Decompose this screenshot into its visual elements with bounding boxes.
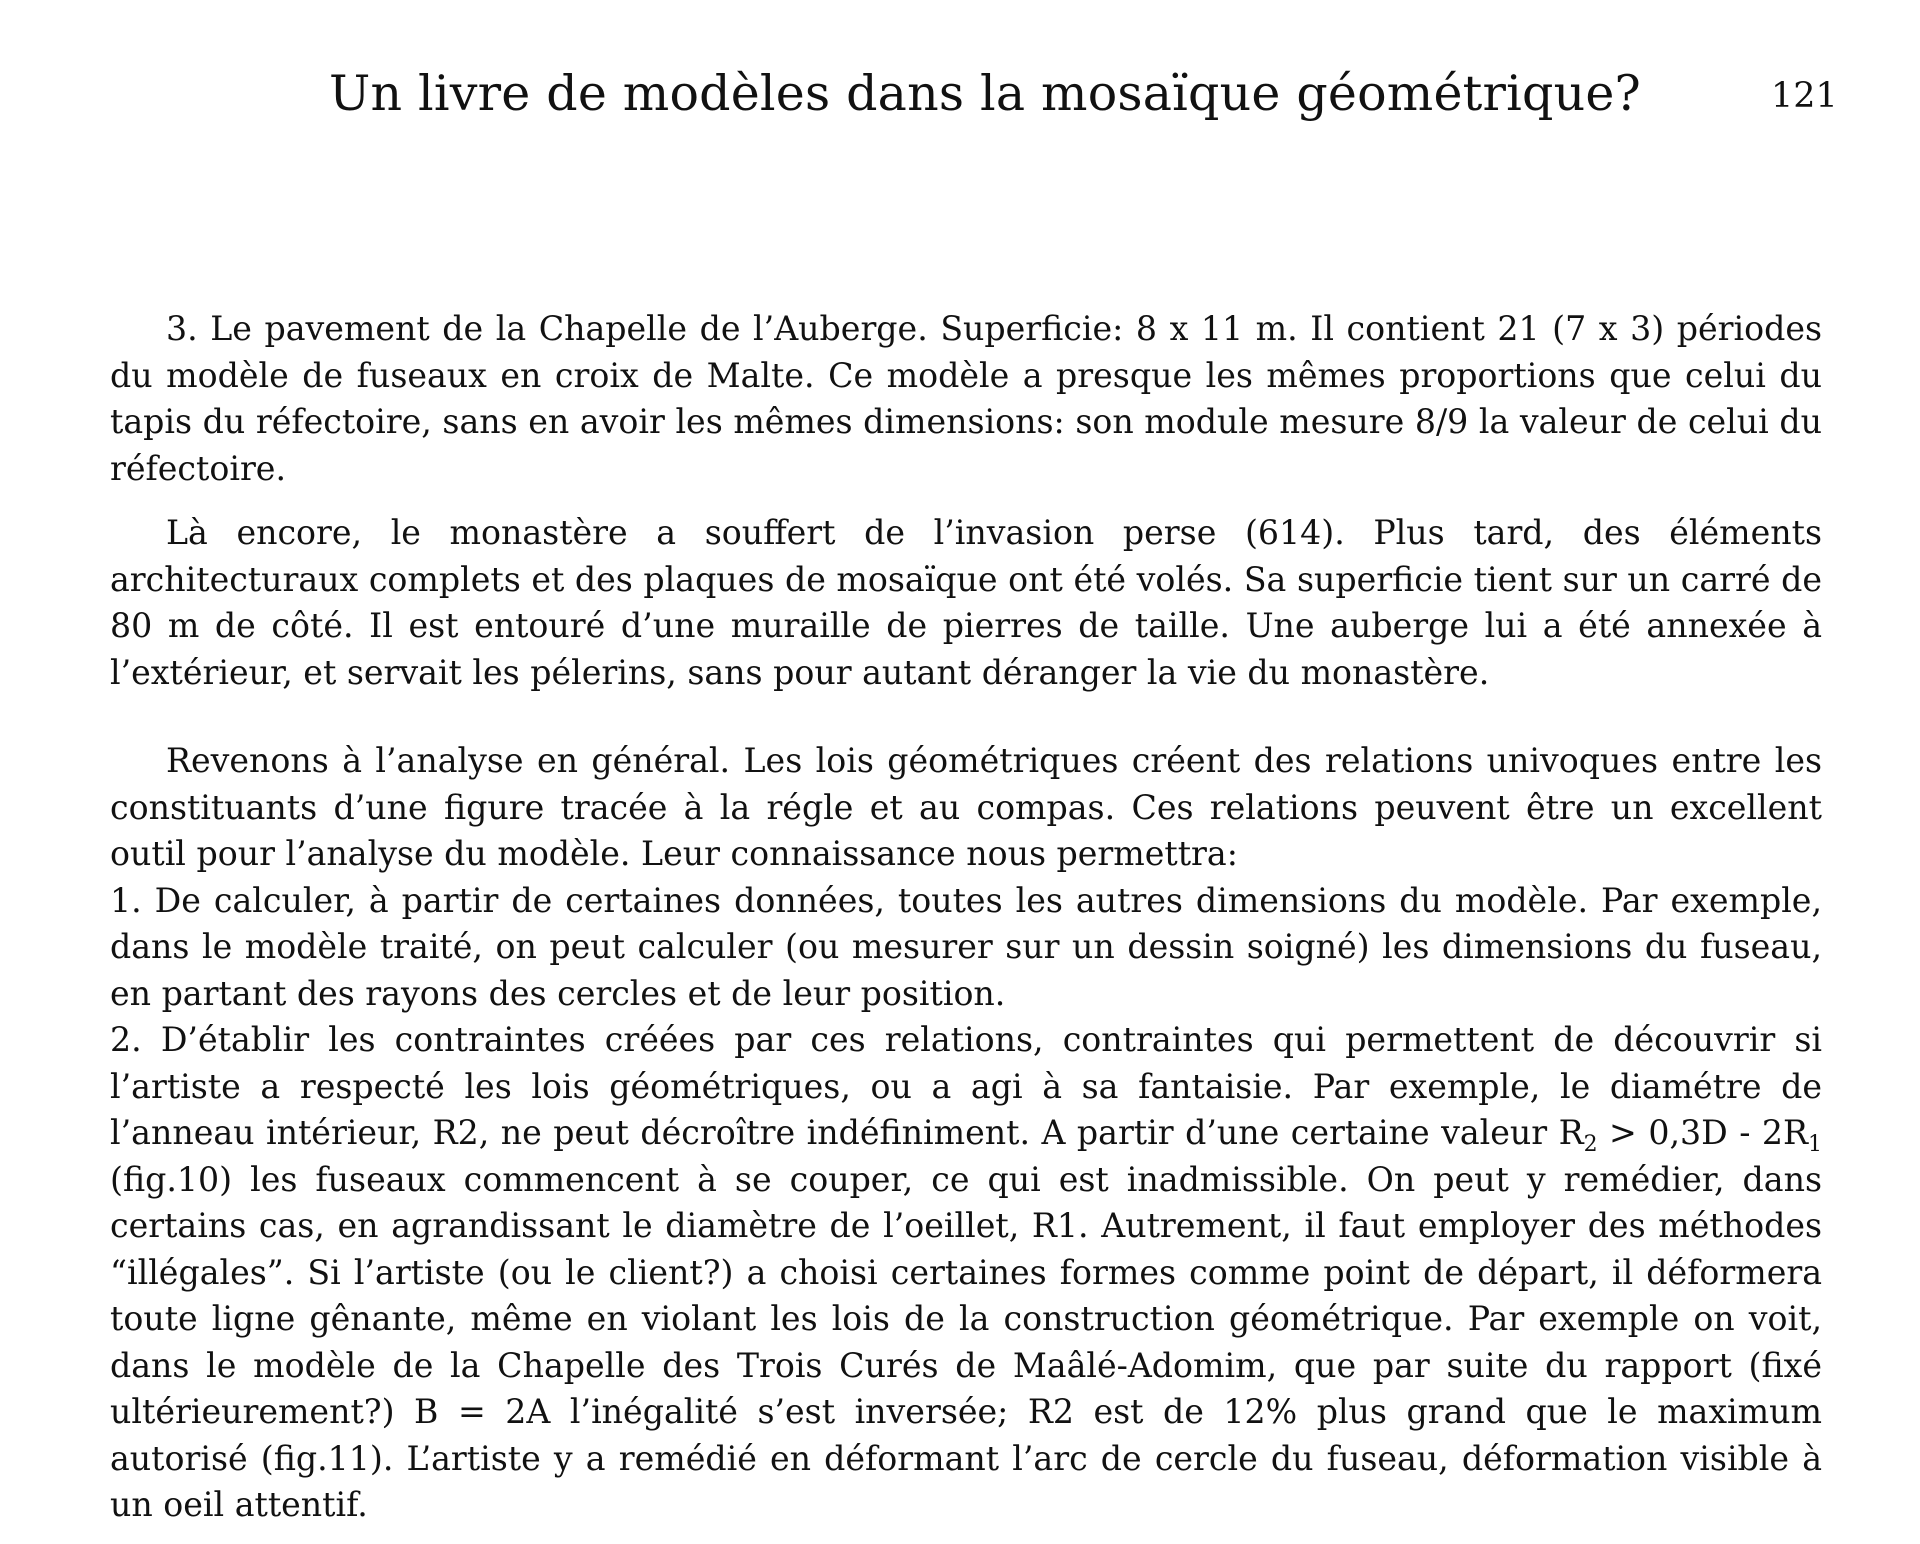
list-item-2-text: [110, 1017, 1822, 1529]
list-item-2-part1: 2. D’établir les contraintes créées par ces relations, contraintes qui permettent de découvrir si l’artiste a respecté les lois géométriques, ou a agi à sa fantaisie. Par exemple, le diamétre de l’anneau intérieur, R2, ne peut décroître indéfiniment. A partir d’une certaine valeur R: [110, 1020, 1822, 1152]
paragraph-chapelle-auberge: 3. Le pavement de la Chapelle de l’Auberge. Superficie: 8 x 11 m. Il contient 21 (7 x 3) périodes du modèle de fuseaux en croix de Malte. Ce modèle a presque les mêmes proportions que celui du tapis du réfectoire, sans en avoir les mêmes dimensions: son module mesure 8/9 la valeur de celui du réfectoire.: [110, 309, 1822, 488]
section-3-block: [110, 306, 1822, 492]
page-number: 121: [1771, 76, 1838, 116]
subscript-r2: 2: [1583, 1132, 1598, 1157]
analysis-block: [110, 738, 1822, 1529]
paragraph-monastere: Là encore, le monastère a souffert de l’invasion perse (614). Plus tard, des éléments architecturaux complets et des plaques de mosaïque ont été volés. Sa superficie tient sur un carré de 80 m de côté. Il est entouré d’une muraille de pierres de taille. Une auberge lui a été annexée à l’extérieur, et servait les pélerins, sans pour autant déranger la vie du monastère.: [110, 513, 1822, 692]
list-item-2-part3: (fig.10) les fuseaux commencent à se couper, ce qui est inadmissible. On peut y remédier, dans certains cas, en agrandissant le diamètre de l’oeillet, R1. Autrement, il faut employer des méthodes “illégales”. Si l’artiste (ou le client?) a choisi certaines formes comme point de départ, il déformera toute ligne gênante, même en violant les lois de la construction géométrique. Par exemple on voit, dans le modèle de la Chapelle des Trois Curés de Maâlé-Adomim, que par suite du rapport (fixé ultérieurement?) B = 2A l’inégalité s’est inversée; R2 est de 12% plus grand que le maximum autorisé (fig.11). L’artiste y a remédié en déformant l’arc de cercle du fuseau, déformation visible à un oeil attentif.: [110, 1159, 1822, 1524]
monastery-block: [110, 510, 1822, 696]
list-item-2: [110, 1017, 1822, 1529]
running-title: Un livre de modèles dans la mosaïque géométrique?: [329, 65, 1642, 122]
list-item-1: [110, 878, 1822, 1018]
running-header: [0, 62, 1920, 126]
list-item-1-text: 1. De calculer, à partir de certaines données, toutes les autres dimensions du modèle. Par exemple, dans le modèle traité, on peut calculer (ou mesurer sur un dessin soigné) les dimensions du fuseau, en partant des rayons des cercles et de leur position.: [110, 880, 1822, 1013]
list-item-2-part2: > 0,3D - 2R: [1597, 1113, 1808, 1152]
paragraph-analyse: Revenons à l’analyse en général. Les lois géométriques créent des relations univoques entre les constituants d’une figure tracée à la régle et au compas. Ces relations peuvent être un excellent outil pour l’analyse du modèle. Leur connaissance nous permettra:: [110, 741, 1822, 873]
subscript-r1: 1: [1808, 1132, 1822, 1157]
